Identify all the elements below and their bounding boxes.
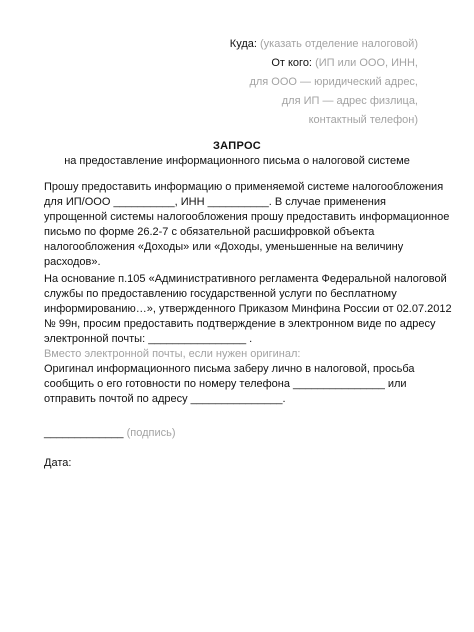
text-line: Прошу предоставить информацию о применяемой системе налогообложения — [44, 181, 444, 193]
text-line: для ИП/ООО __________, ИНН __________. В случае применения — [44, 196, 386, 208]
text-line: На основание п.105 «Административного регламента Федеральной налоговой — [44, 273, 447, 285]
signature-blank: _____________ — [44, 427, 124, 439]
from-value-2: для ООО — юридический адрес, — [249, 76, 418, 88]
text-line: расходов». — [44, 256, 101, 268]
from-label: От кого: — [271, 57, 312, 69]
text-line: отправить почтой по адресу _______________. — [44, 393, 286, 405]
from-value-4: контактный телефон) — [308, 114, 418, 126]
text-line: налогообложения «Доходы» или «Доходы, уменьшенные на величину — [44, 241, 404, 253]
document-subtitle: на предоставление информационного письма о налоговой системе — [64, 155, 410, 167]
text-line: Оригинал информационного письма заберу лично в налоговой, просьба — [44, 363, 415, 375]
signature-line — [44, 426, 424, 441]
from-value-1: (ИП или ООО, ИНН, — [315, 57, 418, 69]
from-line — [178, 54, 418, 73]
alternative-note: Вместо электронной почты, если нужен оригинал: — [44, 348, 301, 360]
to-value: (указать отделение налоговой) — [260, 38, 418, 50]
text-line: письмо по форме 26.2-7 с обязательной расшифровкой объекта — [44, 226, 375, 238]
to-label: Куда: — [229, 38, 257, 50]
text-line: службы по предоставлению государственной услуги по бесплатному — [44, 288, 397, 300]
document-title: ЗАПРОС — [212, 140, 262, 152]
text-line: электронной почты: ________________ . — [44, 333, 253, 345]
signature-label: (подпись) — [126, 427, 176, 439]
date-line — [44, 456, 424, 471]
text-line: информированию…», утвержденного Приказом Минфина России от 02.07.2012 — [44, 303, 452, 315]
to-line — [178, 35, 418, 54]
date-label: Дата: — [44, 457, 72, 469]
text-line: упрощенной системы налогообложения прошу предоставить информационное — [44, 211, 450, 223]
from-value-3: для ИП — адрес физлица, — [281, 95, 418, 107]
request-paragraph — [44, 180, 450, 270]
text-line: сообщить о его готовности по номеру телефона _______________ или — [44, 378, 407, 390]
basis-paragraph — [44, 272, 452, 347]
original-paragraph — [44, 347, 424, 407]
address-block — [178, 35, 418, 130]
text-line: № 99н, просим предоставить подтверждение в электронном виде по адресу — [44, 318, 436, 330]
